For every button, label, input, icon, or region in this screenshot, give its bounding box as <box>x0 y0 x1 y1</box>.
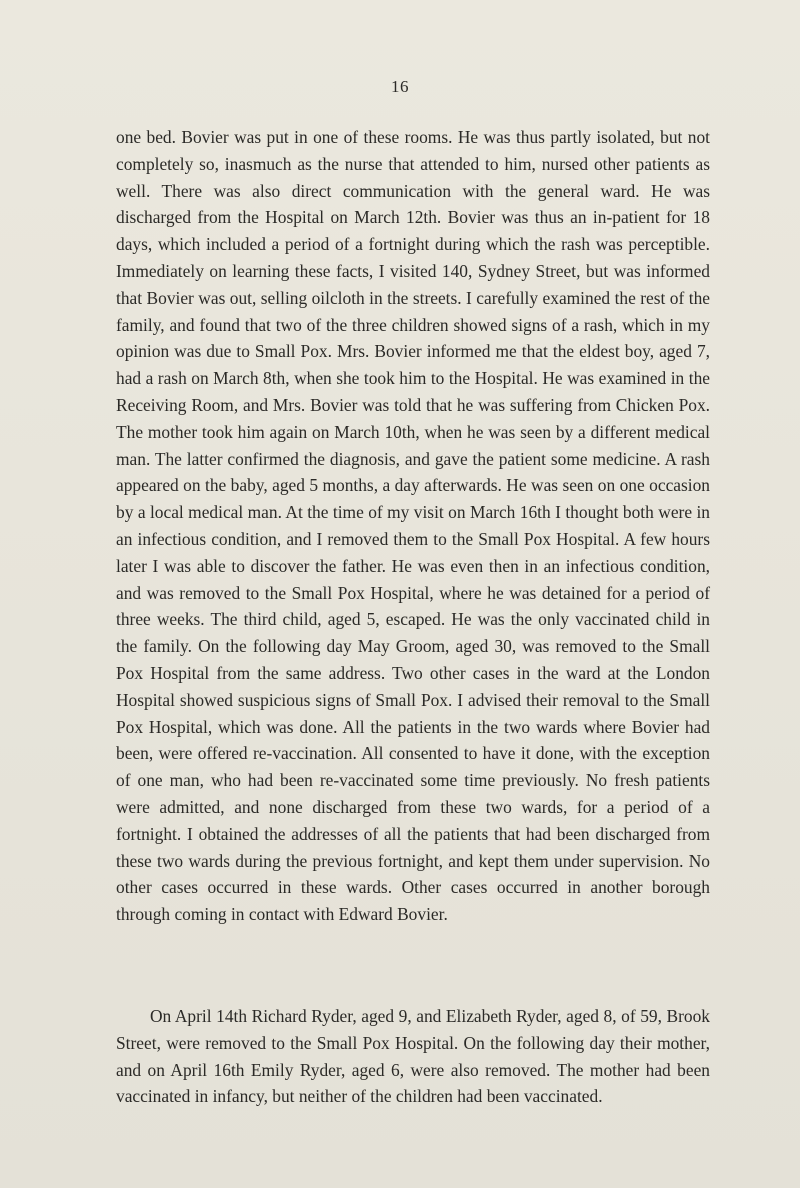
paragraph-text: one bed. Bovier was put in one of these rooms. He was thus partly isolated, but not completely so, inasmuch as the nurse that attended to him, nursed other patients as well. There was also direct communication with the general ward. He was discharged from the Hospital on March 12th. Bovier was thus an in-patient for 18 days, which included a period of a fortnight during which the rash was perceptible. Immediately on learning these facts, I visited 140, Sydney Street, but was informed that Bovier was out, selling oilcloth in the streets. I carefully examined the rest of the family, and found that two of the three children showed signs of a rash, which in my opinion was due to Small Pox. Mrs. Bovier informed me that the eldest boy, aged 7, had a rash on March 8th, when she took him to the Hospital. He was examined in the Receiving Room, and Mrs. Bovier was told that he was suffering from Chicken Pox. The mother took him again on March 10th, when he was seen by a different medical man. The latter confirmed the diagnosis, and gave the patient some medicine. A rash appeared on the baby, aged 5 months, a day afterwards. He was seen on one occasion by a local medical man. At the time of my visit on March 16th I thought both were in an infectious condition, and I removed them to the Small Pox Hospital. A few hours later I was able to discover the father. He was even then in an infectious condition, and was removed to the Small Pox Hospital, where he was detained for a period of three weeks. The third child, aged 5, escaped. He was the only vaccinated child in the family. On the following day May Groom, aged 30, was removed to the Small Pox Hospital from the same address. Two other cases in the ward at the London Hospital showed suspicious signs of Small Pox. I advised their removal to the Small Pox Hospital, which was done. All the patients in the two wards where Bovier had been, were offered re-vaccination. All consented to have it done, with the exception of one man, who had been re-vaccinated some time previously. No fresh patients were admitted, and none discharged from these two wards, for a period of a fortnight. I obtained the addresses of all the patients that had been discharged from these two wards during the previous fortnight, and kept them under supervision. No other cases occurred in these wards. Other cases occurred in another borough through coming in contact with Edward Bovier. <box>116 127 710 925</box>
body-paragraph-2 <box>116 1003 710 1110</box>
paragraph-text: On April 14th Richard Ryder, aged 9, and Elizabeth Ryder, aged 8, of 59, Brook Street, were removed to the Small Pox Hospital. On the following day their mother, and on April 16th Emily Ryder, aged 6, were also removed. The mother had been vaccinated in infancy, but neither of the children had been vaccinated. <box>116 1006 710 1107</box>
page-number: 16 <box>391 77 409 96</box>
body-paragraph-1 <box>116 124 710 928</box>
